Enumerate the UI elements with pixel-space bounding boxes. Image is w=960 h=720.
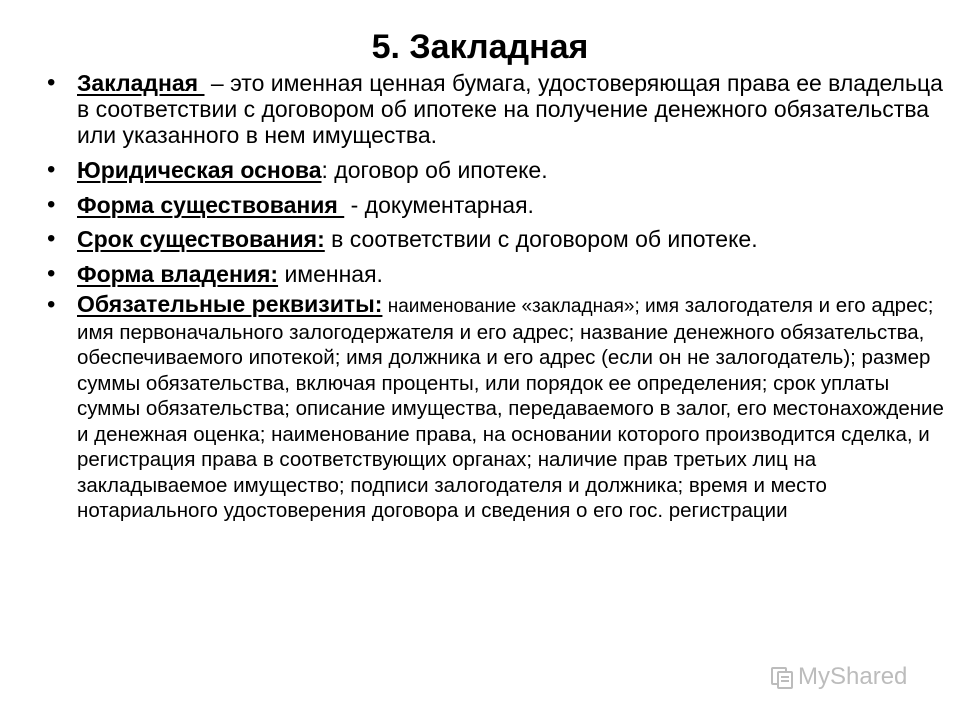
bullet-item-form (47, 192, 947, 218)
definition-text: в соответствии с договором об ипотеке. (324, 226, 758, 252)
slide-title: 5. Закладная (371, 28, 589, 66)
bullet-dot-icon: • (47, 191, 56, 218)
bullet-dot-icon: • (47, 69, 56, 96)
definition-text: – это именная ценная бумага, удостоверяющая права ее владельца в соответствии с договором об ипотеке на получение денежного обязательства или указанного в нем имущества. (77, 70, 943, 148)
definition-text: : договор об ипотеке. (321, 157, 548, 183)
bullet-item-term (47, 226, 947, 252)
myshared-logo-icon (770, 665, 794, 689)
watermark (770, 662, 907, 692)
bullet-item-legal-basis (47, 157, 947, 183)
term-label: Закладная (77, 70, 205, 96)
definition-text: залогодателя и его адрес; имя первоначального залогодержателя и его адрес; название денежного обязательства, обеспечиваемого ипотекой; имя должника и его адрес (если он не залогодатель); размер суммы обязательства, включая проценты, или порядок ее определения; срок уплаты суммы обязательства; описание имущества, передаваемого в залог, его местонахождение и денежная оценка; наименование права, на основании которого производится сделка, и регистрация права в соответствующих органах; наличие прав третьих лиц на закладываемое имущество; подписи залогодателя и должника; время и место нотариального удостоверения договора и сведения о его гос. регистрации (77, 294, 944, 522)
bullet-dot-icon: • (47, 225, 56, 252)
bullet-item-zakladnaya (47, 70, 947, 148)
bullet-item-requisites (47, 292, 947, 524)
term-label: Форма существования (77, 192, 345, 218)
bullet-dot-icon: • (47, 260, 56, 287)
term-label: Обязательные реквизиты: (77, 291, 383, 317)
requisites-lead-text: наименование «закладная»; имя (382, 296, 680, 317)
bullet-list (47, 70, 947, 524)
watermark-text: MyShared (798, 663, 908, 690)
bullet-dot-icon: • (47, 291, 56, 318)
bullet-dot-icon: • (47, 156, 56, 183)
term-label: Форма владения: (77, 261, 279, 287)
bullet-item-ownership (47, 261, 947, 287)
definition-text: - документарная. (344, 192, 534, 218)
definition-text: именная. (278, 261, 383, 287)
term-label: Срок существования: (77, 226, 325, 252)
term-label: Юридическая основа (77, 157, 322, 183)
